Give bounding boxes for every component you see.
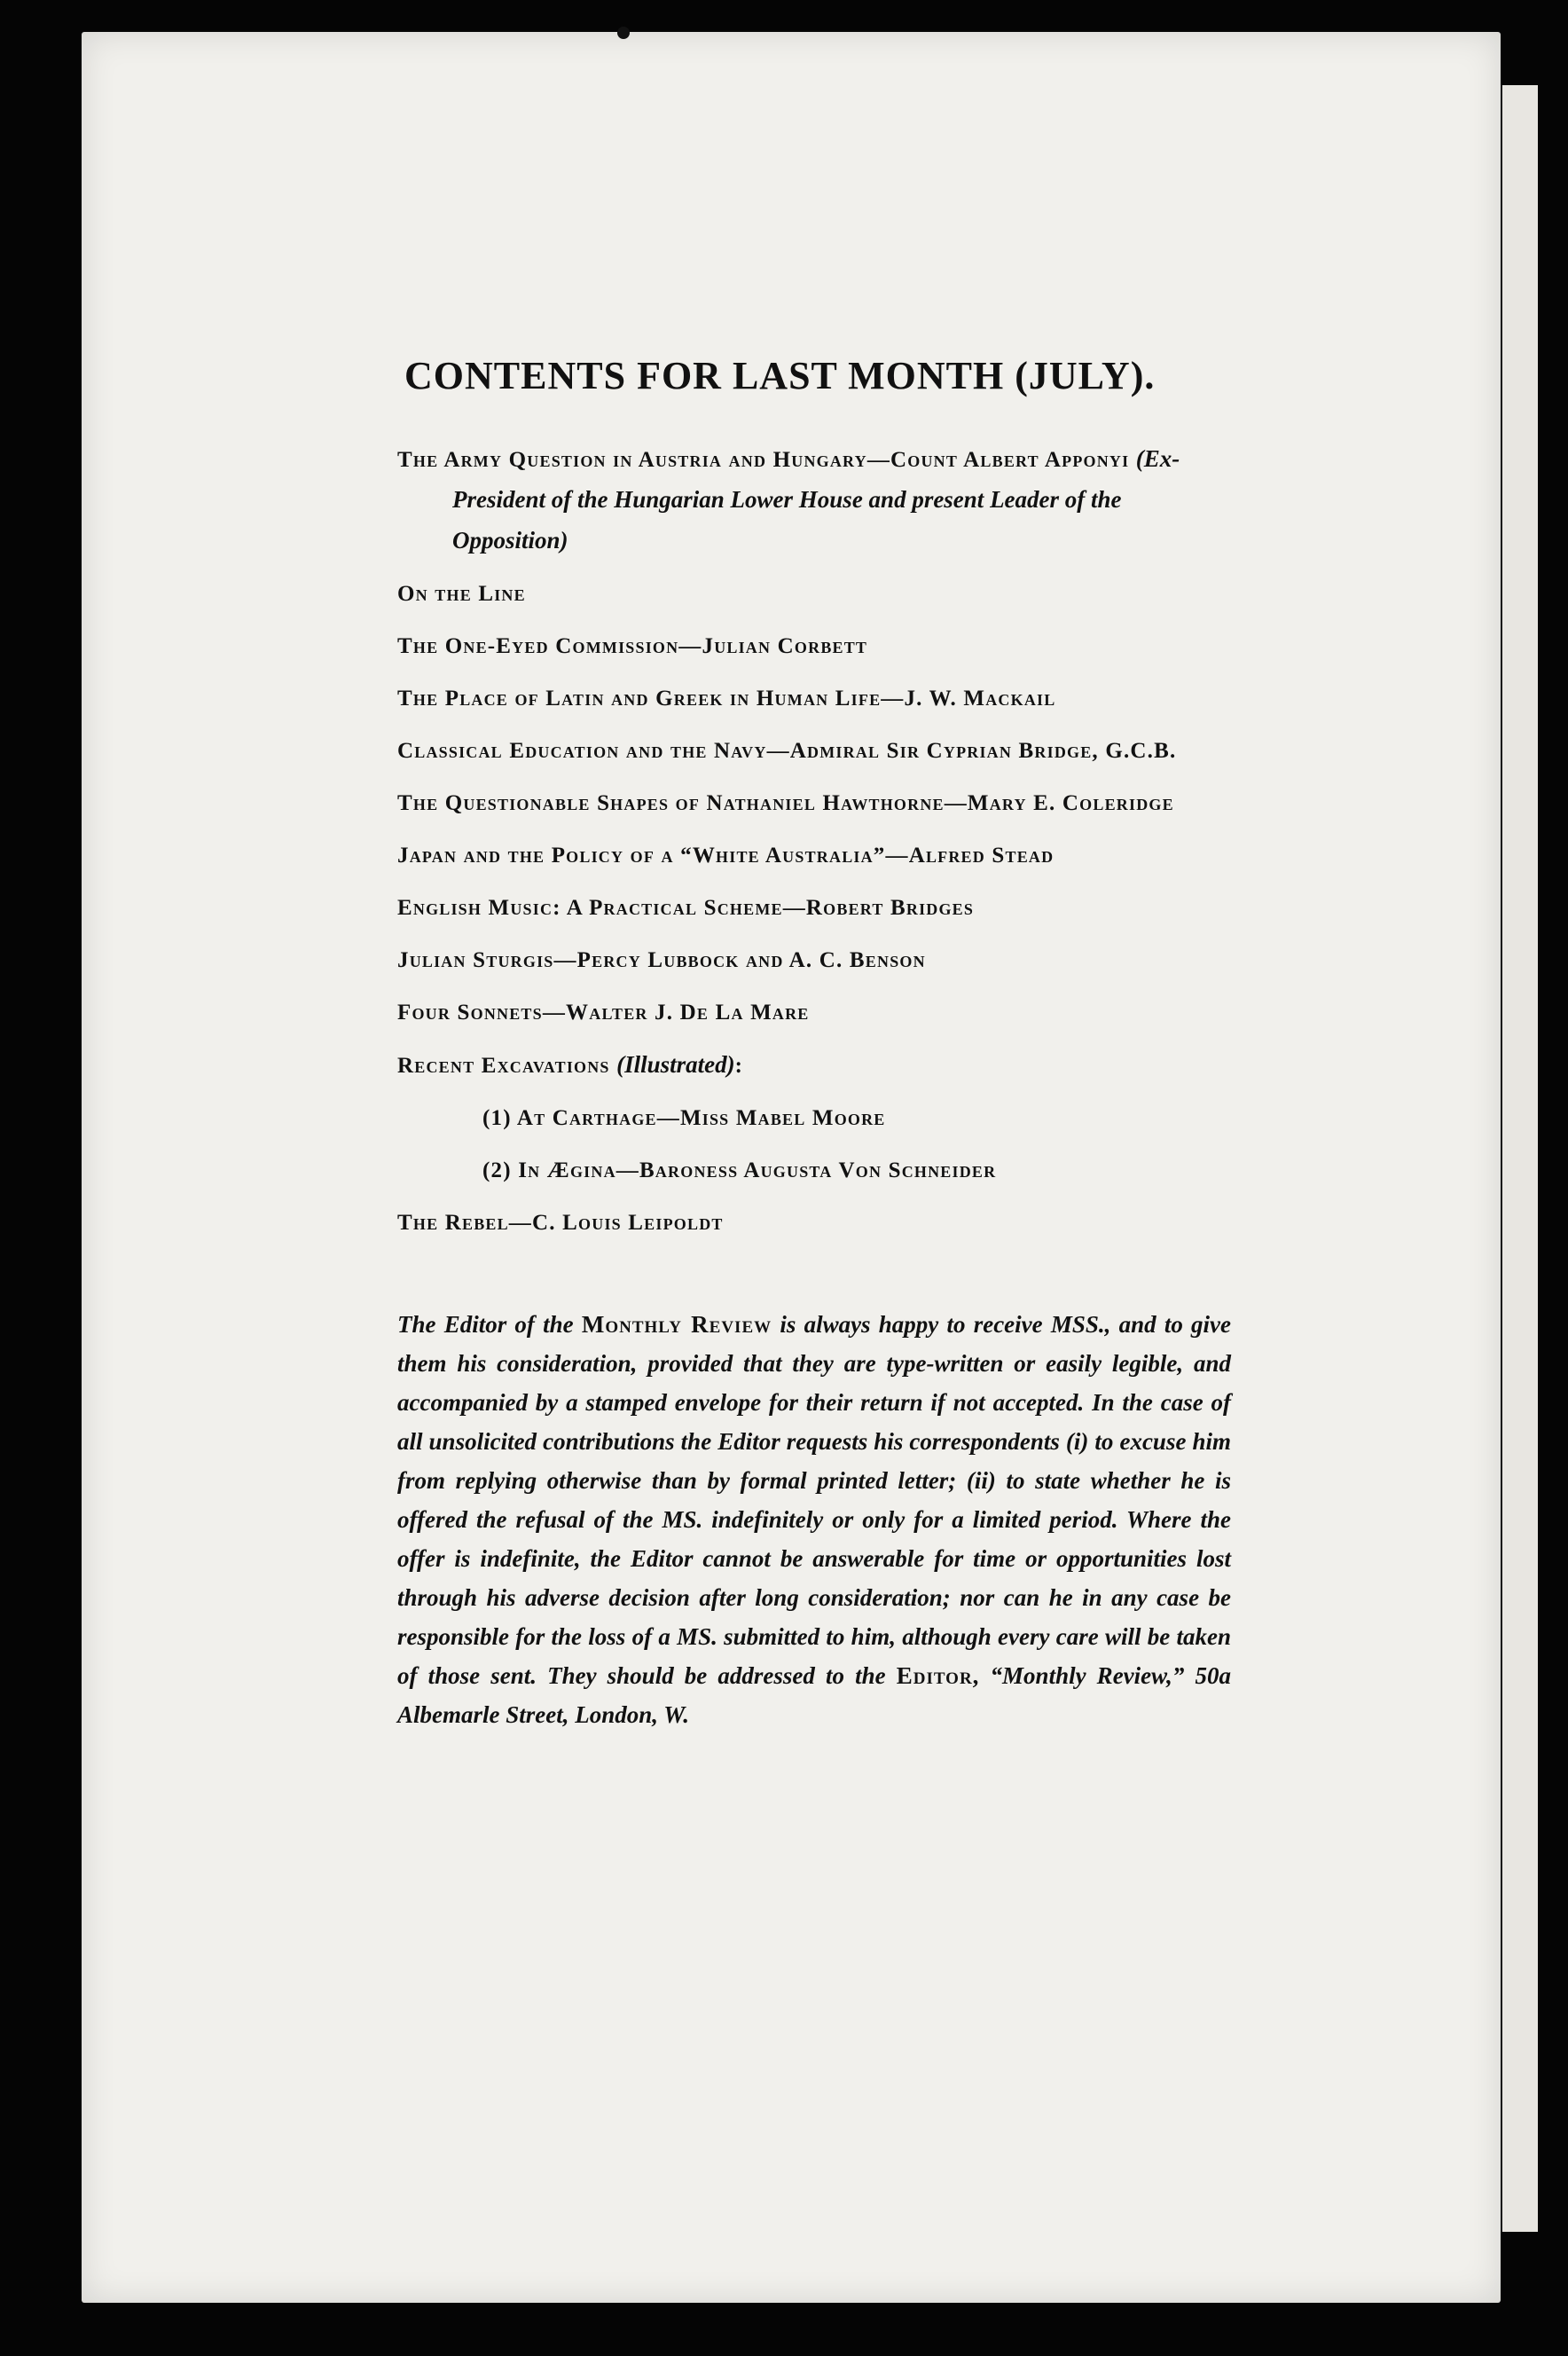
entry-title: Four Sonnets—Walter J. De La Mare xyxy=(397,1001,810,1025)
contents-entry xyxy=(397,940,1231,980)
contents-entry xyxy=(397,783,1231,823)
entry-title: The Army Question in Austria and Hungary—Count Albert Apponyi xyxy=(397,448,1130,472)
entry-title: The Rebel—C. Louis Leipoldt xyxy=(397,1211,724,1235)
entry-title: English Music: A Practical Scheme—Robert Bridges xyxy=(397,896,975,920)
notice-address: “Monthly Review,” 50a Albemarle Street, London, W. xyxy=(397,1662,1232,1728)
entry-note: (Illustrated) xyxy=(616,1051,735,1078)
entry-title: (2) In Ægina—Baroness Augusta Von Schneider xyxy=(482,1158,997,1182)
contents-entry xyxy=(397,731,1231,771)
entry-title: The Place of Latin and Greek in Human Life—J. W. Mackail xyxy=(397,687,1056,711)
contents-entry xyxy=(397,1098,1231,1138)
entry-note: (Ex-President of the Hungarian Lower House and present Leader of the Opposition) xyxy=(452,445,1180,554)
entry-title: On the Line xyxy=(397,582,526,606)
ink-speck xyxy=(617,27,630,39)
contents-section xyxy=(397,353,1231,1758)
contents-heading: CONTENTS FOR LAST MONTH (JULY). xyxy=(404,354,1156,397)
entry-title: The Questionable Shapes of Nathaniel Hawthorne—Mary E. Coleridge xyxy=(397,791,1174,815)
contents-entry xyxy=(397,626,1231,666)
entry-suffix: : xyxy=(734,1054,744,1078)
entry-title: Recent Excavations xyxy=(397,1054,610,1078)
contents-entry xyxy=(397,574,1231,614)
entry-title: Japan and the Policy of a “White Australia”—Alfred Stead xyxy=(397,844,1054,868)
contents-entry xyxy=(397,1045,1231,1086)
entry-title: Classical Education and the Navy—Admiral Sir Cyprian Bridge, G.C.B. xyxy=(397,739,1177,763)
contents-entry xyxy=(397,439,1231,562)
entry-title: The One-Eyed Commission—Julian Corbett xyxy=(397,634,868,658)
notice-text-2: is always happy to receive MSS., and to give them his consideration, provided that they are type-written or easily legible, and accompanied by a stamped envelope for their return if not accepted. In the case of all unsolicited contributions the Editor requests his correspondents (i) to excuse him from replying otherwise than by formal printed letter; (ii) to state whether he is offered the refusal of the MS. indefinitely or only for a limited period. Where the offer is indefinite, the Editor cannot be answerable for time or opportunities lost through his adverse decision after long consideration; nor can he in any case be responsible for the loss of a MS. submitted to him, although every care will be taken of those sent. They should be addressed to the xyxy=(397,1311,1232,1689)
entry-title: Julian Sturgis—Percy Lubbock and A. C. Benson xyxy=(397,948,926,972)
contents-entry xyxy=(397,1151,1231,1190)
contents-entry xyxy=(397,836,1231,876)
contents-entry xyxy=(397,679,1231,719)
entry-title: (1) At Carthage—Miss Mabel Moore xyxy=(482,1106,886,1130)
contents-entry xyxy=(397,888,1231,928)
contents-entry xyxy=(397,1203,1231,1243)
notice-text-1: The Editor of the xyxy=(397,1311,574,1338)
notice-publication-name: Monthly Review xyxy=(581,1311,772,1338)
facing-page-edge xyxy=(1499,85,1538,2232)
contents-list xyxy=(397,439,1231,1243)
editor-notice xyxy=(397,1305,1231,1734)
notice-editor-word: Editor, xyxy=(896,1662,980,1689)
contents-entry xyxy=(397,993,1231,1033)
